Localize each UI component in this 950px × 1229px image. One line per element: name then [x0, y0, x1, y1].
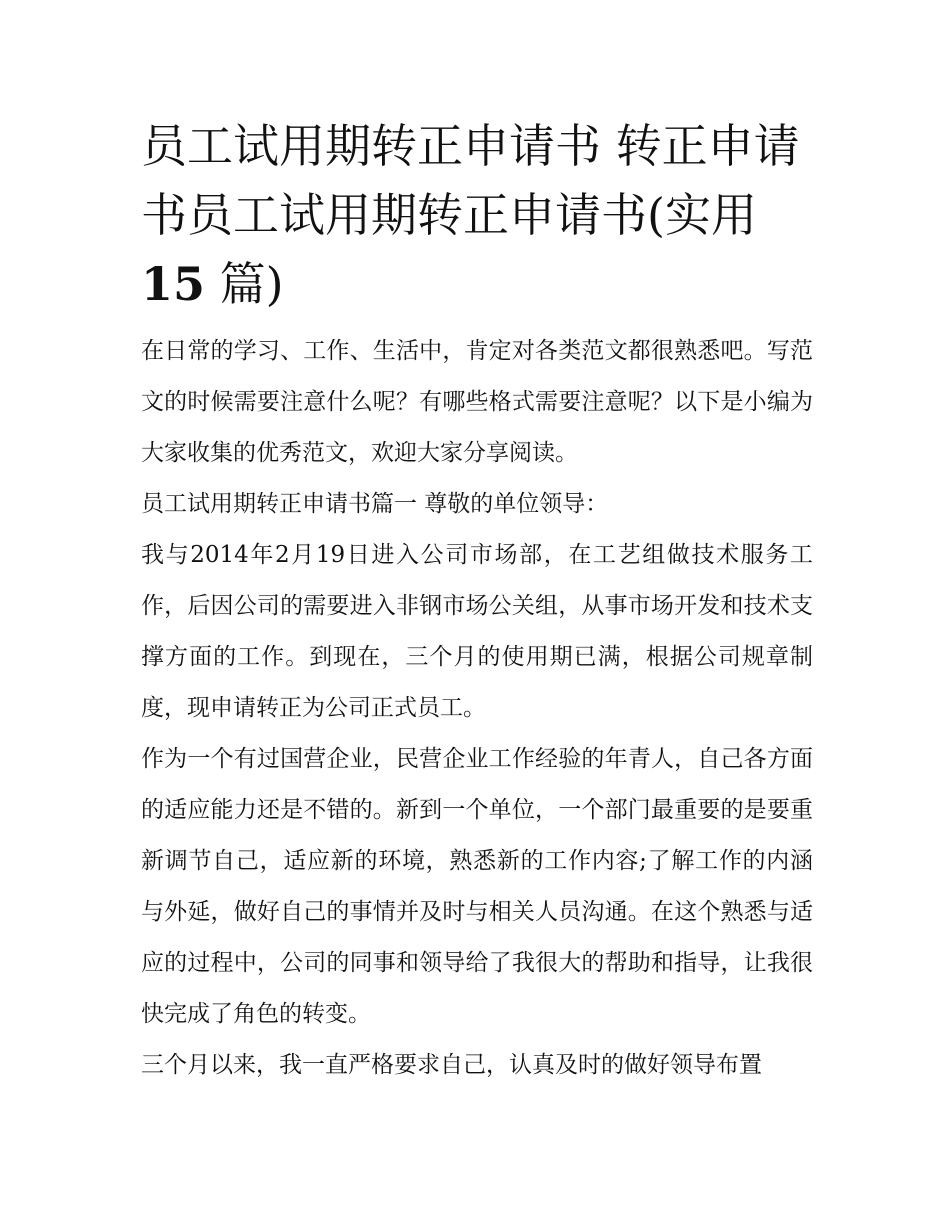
title-number: 15: [141, 257, 206, 311]
paragraph-section-heading: 员工试用期转正申请书篇一 尊敬的单位领导：: [141, 491, 609, 517]
paragraph-entry: 我与2014年2月19日进入公司市场部，在工艺组做技术服务工作，后因公司的需要进入非钢市场公关组，从事市场开发和技术支撑方面的工作。到现在，三个月的使用期已满，根据公司规章制度，现申请转正为公司正式员工。: [141, 542, 813, 721]
paragraph-adaptation: 作为一个有过国营企业，民营企业工作经验的年青人，自己各方面的适应能力还是不错的。新到一个单位，一个部门最重要的是要重新调节自己，适应新的环境，熟悉新的工作内容;了解工作的内涵与外延，做好自己的事情并及时与相关人员沟通。在这个熟悉与适应的过程中，公司的同事和领导给了我很大的帮助和指导，让我很快完成了角色的转变。: [141, 746, 813, 1027]
document-body: [141, 326, 813, 1091]
document-title: [141, 112, 813, 319]
document-content: [141, 112, 813, 1091]
paragraph-intro: 在日常的学习、工作、生活中，肯定对各类范文都很熟悉吧。写范文的时候需要注意什么呢？有哪些格式需要注意呢？以下是小编为大家收集的优秀范文，欢迎大家分享阅读。: [141, 338, 813, 466]
paragraph-work: 三个月以来，我一直严格要求自己，认真及时的做好领导布置: [141, 1052, 762, 1078]
title-text-part1: 员工试用期转正申请书 转正申请书员工试用期转正申请书(实用: [141, 119, 800, 242]
title-text-part2: 篇): [219, 257, 284, 311]
